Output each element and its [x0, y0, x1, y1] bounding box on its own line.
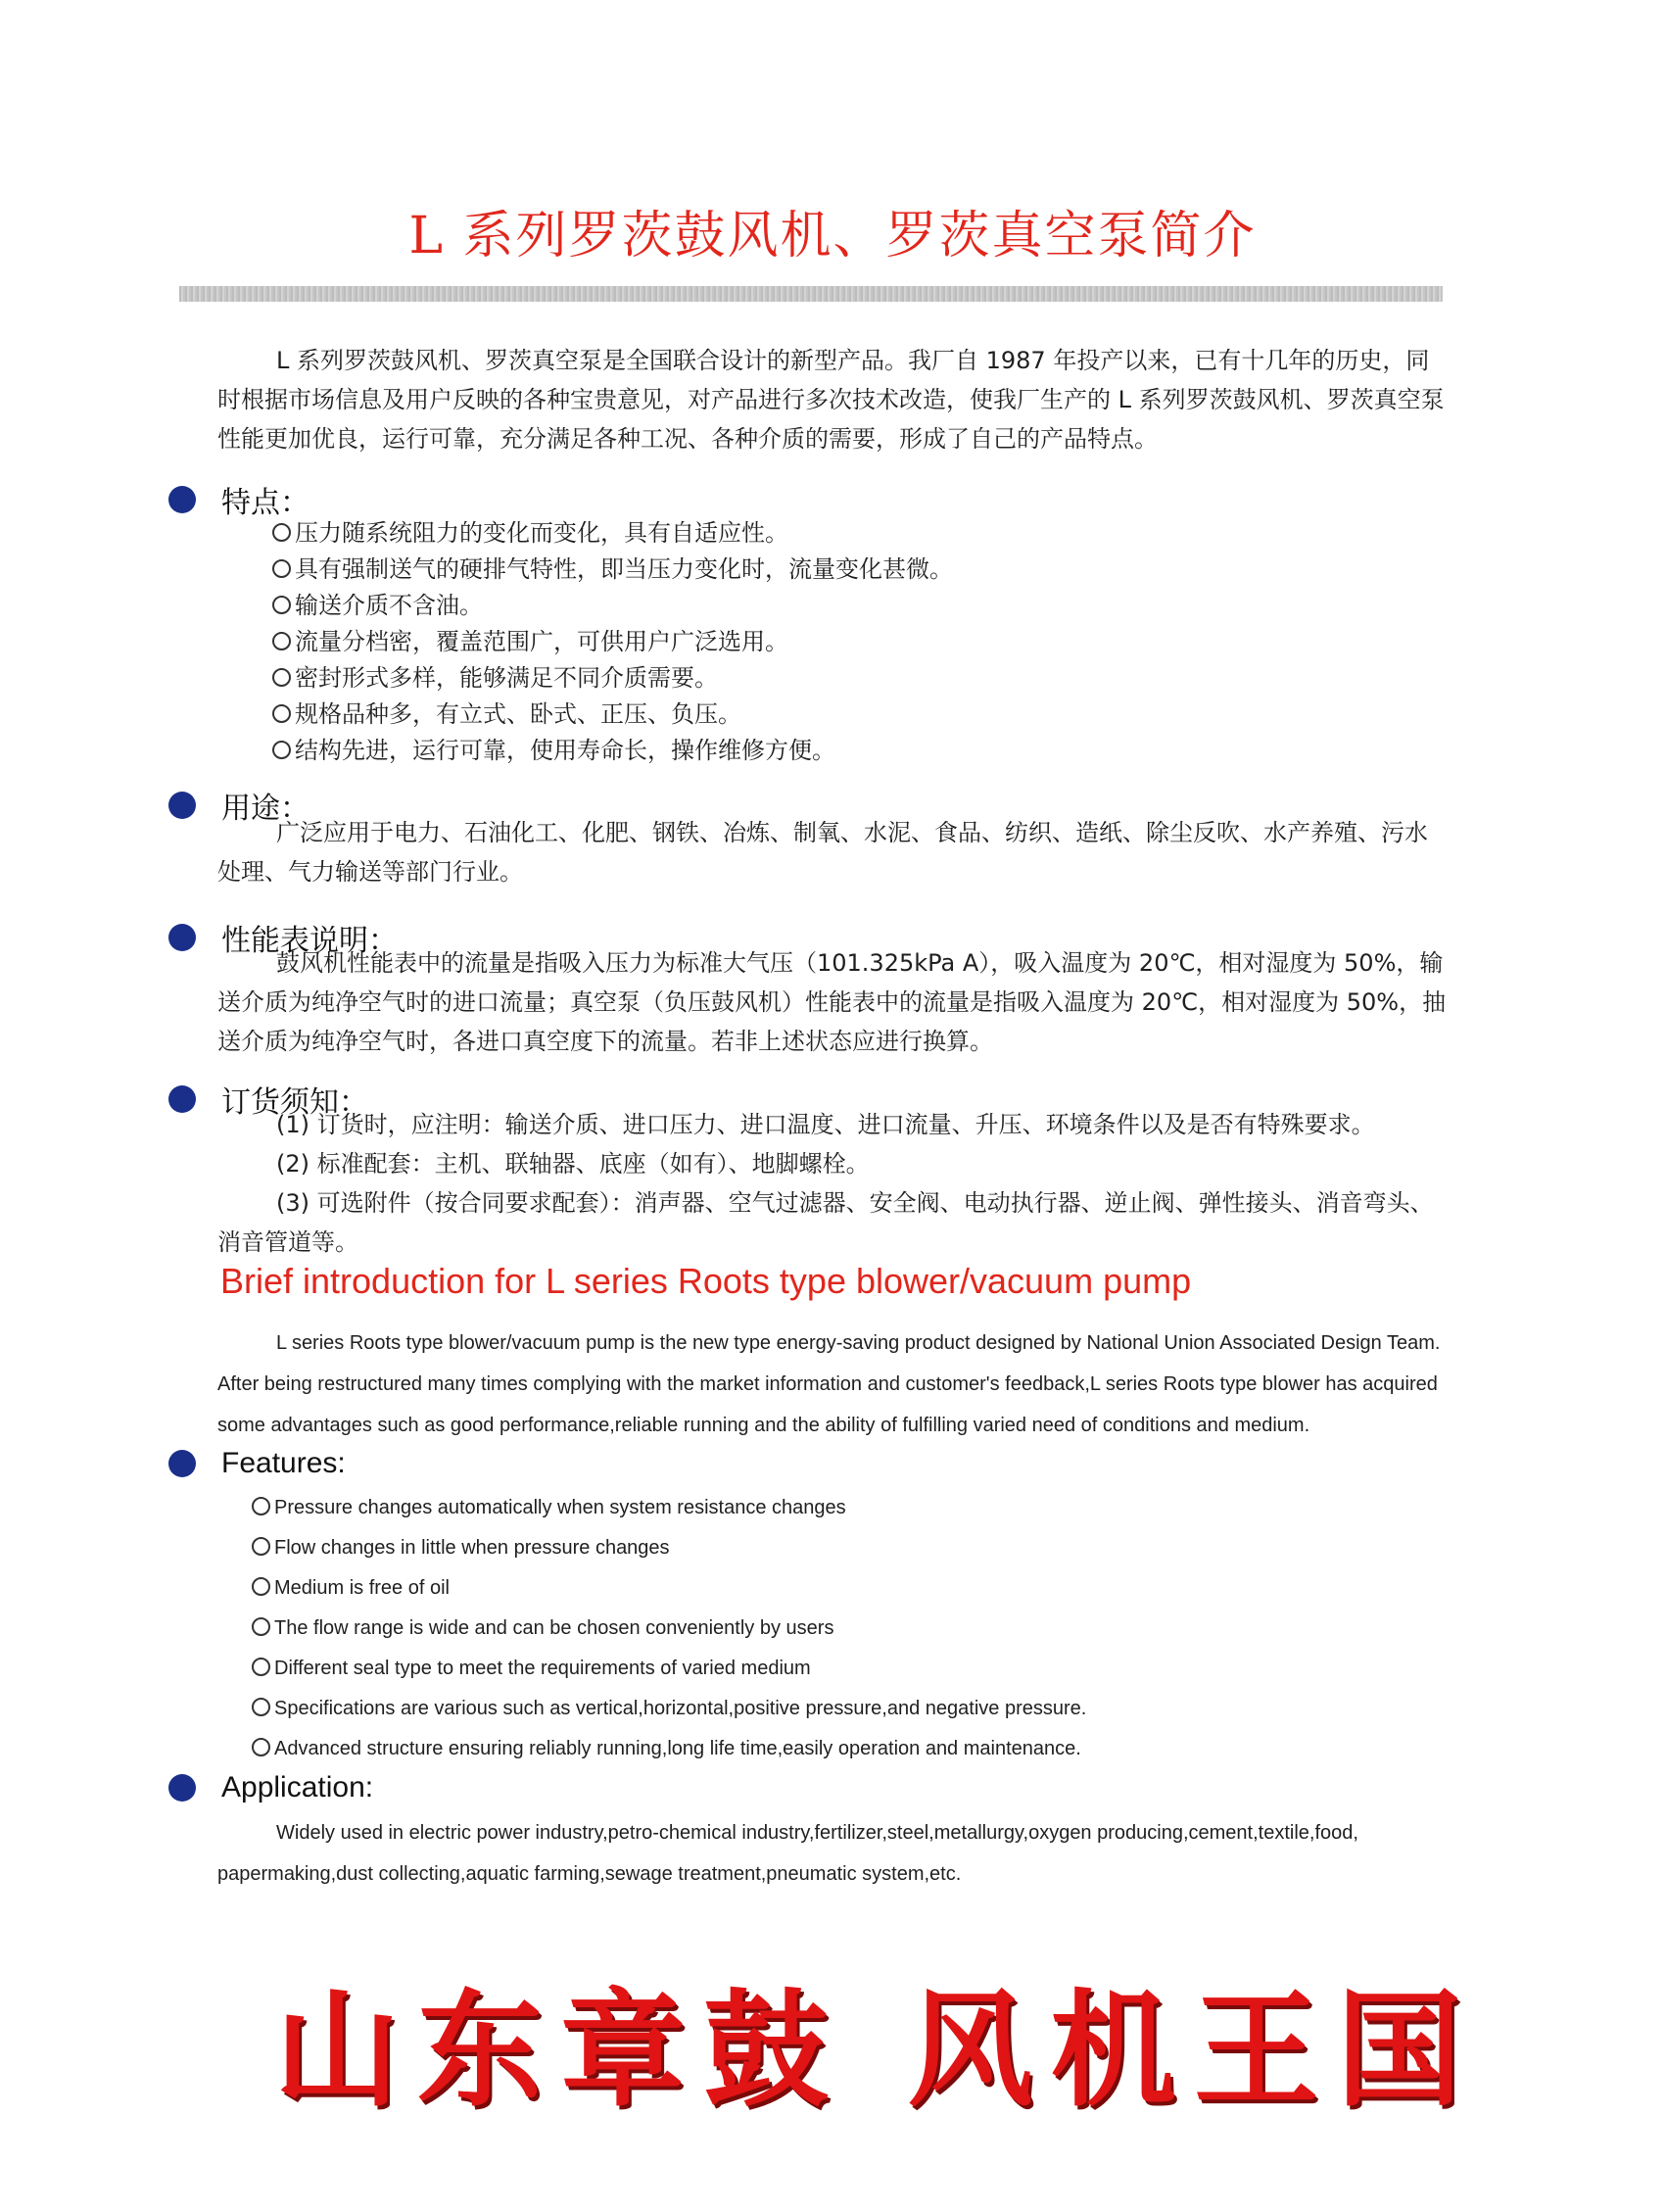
application-en-title: Application: — [221, 1771, 374, 1803]
circle-icon — [272, 596, 291, 614]
features-en-title: Features: — [221, 1447, 346, 1479]
feature-en-item: Medium is free of oil — [252, 1577, 450, 1600]
usage-cn-title: 用途： — [221, 792, 309, 826]
circle-icon — [252, 1617, 270, 1636]
page-title-en: Brief introduction for L series Roots type blower/vacuum pump — [220, 1261, 1192, 1301]
application-en-text: Widely used in electric power industry,petro-chemical industry,fertilizer,steel,metallurgy,oxygen producing,cement,textile,food, papermaking,dust collecting,aquatic farming,sewage treatment,pneumatic system,etc. — [217, 1822, 1358, 1885]
feature-cn-item: 规格品种多，有立式、卧式、正压、负压。 — [272, 695, 741, 729]
feature-cn-item: 密封形式多样，能够满足不同介质需要。 — [272, 658, 718, 693]
feature-en-item: Specifications are various such as vertical,horizontal,positive pressure,and negative pressure. — [252, 1698, 1086, 1720]
order-cn-item-1: (1) 订货时，应注明：输送介质、进口压力、进口温度、进口流量、升压、环境条件以及是否有特殊要求。 — [276, 1111, 1375, 1138]
circle-icon — [272, 523, 291, 542]
intro-cn: L 系列罗茨鼓风机、罗茨真空泵是全国联合设计的新型产品。我厂自 1987 年投产以来，已有十几年的历史，同时根据市场信息及用户反映的各种宝贵意见，对产品进行多次技术改造，使我厂生产的 L 系列罗茨鼓风机、罗茨真空泵性能更加优良，运行可靠，充分满足各种工况、各种介质的需要，形成了自己的产品特点。 — [217, 347, 1445, 453]
feature-cn-item: 结构先进，运行可靠，使用寿命长，操作维修方便。 — [272, 731, 835, 765]
brand-slogan: 山东章鼓 风机王国 — [274, 1977, 1480, 2124]
circle-icon — [252, 1537, 270, 1556]
page-title-cn: L 系列罗茨鼓风机、罗茨真空泵简介 — [408, 207, 1257, 265]
usage-cn-text: 广泛应用于电力、石油化工、化肥、钢铁、冶炼、制氧、水泥、食品、纺织、造纸、除尘反吹、水产养殖、污水处理、气力输送等部门行业。 — [217, 819, 1428, 886]
bullet-dot-icon — [168, 792, 196, 819]
feature-en-item: Pressure changes automatically when system resistance changes — [252, 1497, 846, 1519]
circle-icon — [252, 1577, 270, 1596]
order-cn-title: 订货须知： — [221, 1085, 368, 1120]
application-en-heading — [168, 1771, 373, 1804]
order-cn-item-2: (2) 标准配套：主机、联轴器、底座（如有）、地脚螺栓。 — [276, 1150, 870, 1178]
bullet-dot-icon — [168, 1450, 196, 1477]
circle-icon — [272, 668, 291, 687]
feature-en-item: Flow changes in little when pressure changes — [252, 1537, 670, 1560]
bullet-dot-icon — [168, 924, 196, 951]
feature-cn-item: 具有强制送气的硬排气特性，即当压力变化时，流量变化甚微。 — [272, 550, 953, 584]
circle-icon — [272, 632, 291, 650]
intro-en: L series Roots type blower/vacuum pump is the new type energy-saving product designed by National Union Associated Design Team. After being restructured many times complying with the market information and customer's feedback,L series Roots type blower has acquired some advantages such as good performance,reliable running and the ability of fulfilling varied need of conditions and medium. — [217, 1332, 1441, 1436]
circle-icon — [272, 741, 291, 759]
order-cn-item-3: (3) 可选附件（按合同要求配套）：消声器、空气过滤器、安全阀、电动执行器、逆止阀、弹性接头、消音弯头、消音管道等。 — [217, 1189, 1434, 1256]
circle-icon — [252, 1497, 270, 1515]
circle-icon — [252, 1738, 270, 1756]
feature-en-item: Advanced structure ensuring reliably running,long life time,easily operation and maintenance. — [252, 1738, 1081, 1760]
feature-cn-item: 输送介质不含油。 — [272, 586, 483, 620]
circle-icon — [252, 1698, 270, 1716]
features-en-heading — [168, 1447, 346, 1480]
feature-cn-item: 压力随系统阻力的变化而变化，具有自适应性。 — [272, 513, 788, 548]
circle-icon — [272, 704, 291, 723]
performance-cn-title: 性能表说明： — [221, 924, 398, 958]
performance-cn-text: 鼓风机性能表中的流量是指吸入压力为标准大气压（101.325kPa A），吸入温度为 20℃，相对湿度为 50%，输送介质为纯净空气时的进口流量；真空泵（负压鼓风机）性能表中的流量是指吸入温度为 20℃，相对湿度为 50%，抽送介质为纯净空气时，各进口真空度下的流量。若非上述状态应进行换算。 — [217, 949, 1447, 1055]
feature-en-item: Different seal type to meet the requirements of varied medium — [252, 1658, 811, 1680]
title-divider — [179, 286, 1443, 302]
features-cn-title: 特点： — [221, 486, 309, 520]
circle-icon — [272, 559, 291, 578]
bullet-dot-icon — [168, 1085, 196, 1113]
circle-icon — [252, 1658, 270, 1676]
feature-en-item: The flow range is wide and can be chosen conveniently by users — [252, 1617, 833, 1640]
bullet-dot-icon — [168, 486, 196, 513]
feature-cn-item: 流量分档密，覆盖范围广，可供用户广泛选用。 — [272, 622, 788, 656]
bullet-dot-icon — [168, 1774, 196, 1802]
